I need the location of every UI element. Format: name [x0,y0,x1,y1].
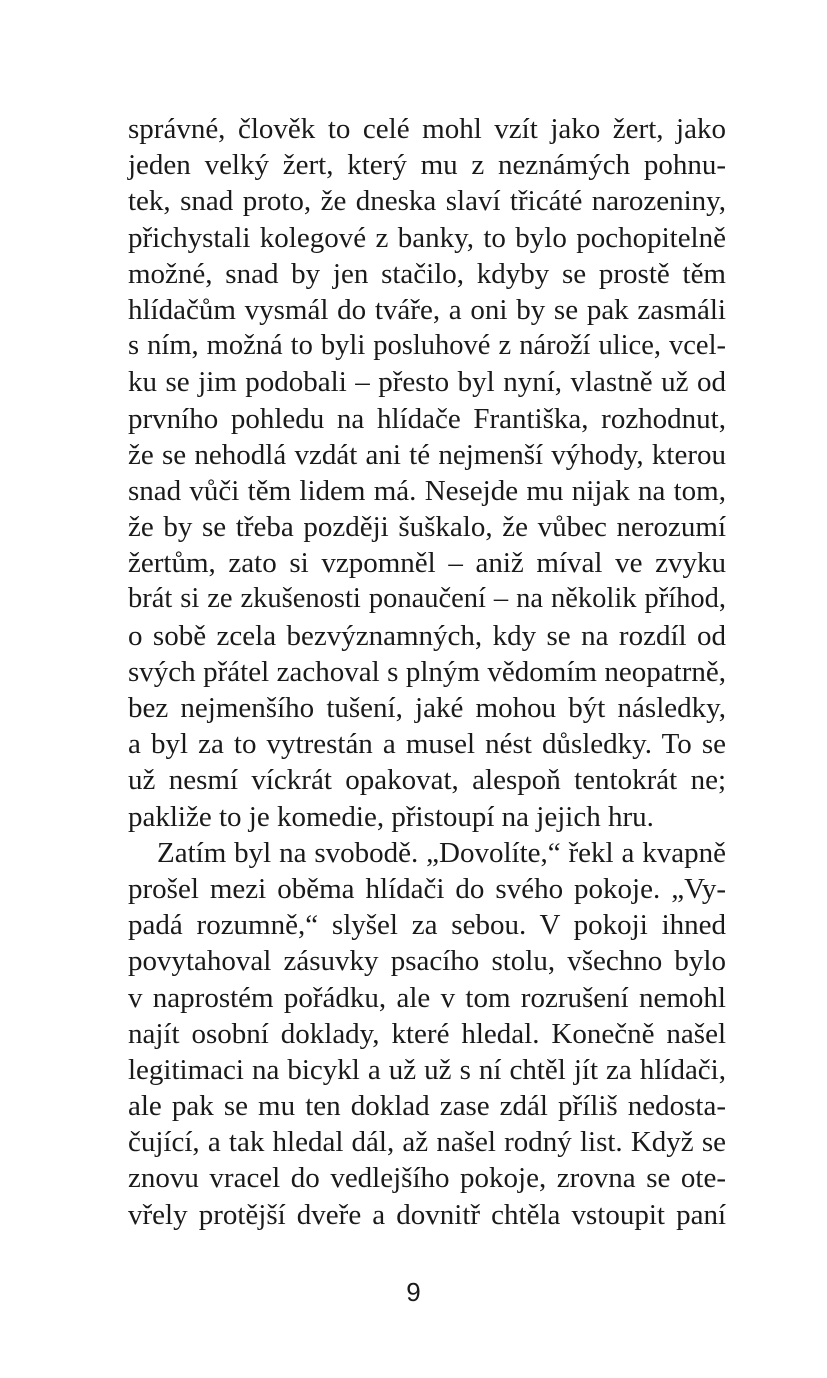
text-line: brát si ze zkušenosti ponaučení – na několik příhod, [128,583,726,615]
text-line: znovu vracel do vedlejšího pokoje, zrovna se ote- [128,1162,726,1195]
text-line: ale pak se mu ten doklad zase zdál příliš nedosta- [128,1090,726,1123]
text-line: že se nehodlá vzdát ani té nejmenší výhody, kterou [128,438,726,471]
text-line: už nesmí víckrát opakovat, alespoň tentokrát ne; [128,764,726,797]
page-number: 9 [406,1277,421,1307]
text-line: správné, člověk to celé mohl vzít jako žert, jako [128,113,726,145]
text-line: tek, snad proto, že dneska slaví třicáté narozeniny, [128,185,726,218]
text-line: snad vůči těm lidem má. Nesejde mu nijak na tom, [128,474,726,507]
paragraph-1 [128,111,726,835]
text-line: v naprostém pořádku, ale v tom rozrušení nemohl [128,981,726,1014]
text-line: čující, a tak hledal dál, až našel rodný list. Když se [128,1126,726,1159]
body-text [128,111,726,1233]
text-line: o sobě zcela bezvýznamných, kdy se na rozdíl od [128,619,726,652]
text-line: bez nejmenšího tušení, jaké mohou být následky, [128,692,726,724]
text-line: Zatím byl na svobodě. „Dovolíte,“ řekl a kvapně [157,836,726,869]
text-line: ku se jim podobali – přesto byl nyní, vlastně už od [128,366,726,399]
text-line: vřely protější dveře a dovnitř chtěla vstoupit paní [128,1198,726,1231]
text-line: hlídačům vysmál do tváře, a oni by se pak zasmáli [128,293,726,326]
text-line: svých přátel zachoval s plným vědomím neopatrně, [128,655,726,688]
text-line: legitimaci na bicykl a už už s ní chtěl jít za hlídači, [128,1053,726,1086]
text-line: prvního pohledu na hlídače Františka, rozhodnut, [128,402,726,435]
text-line: že by se třeba později šuškalo, že vůbec nerozumí [128,511,726,544]
text-line: najít osobní doklady, které hledal. Konečně našel [128,1017,726,1050]
paragraph-2 [128,835,726,1233]
text-line: a byl za to vytrestán a musel nést důsledky. To se [128,728,726,761]
text-line: padá rozumně,“ slyšel za sebou. V pokoji ihned [128,909,726,942]
text-line: přichystali kolegové z banky, to bylo pochopitelně [128,221,726,254]
text-line: pakliže to je komedie, přistoupí na jejich hru. [128,800,654,833]
text-line: žertům, zato si vzpomněl – aniž míval ve zvyku [128,547,726,580]
text-line: jeden velký žert, který mu z neznámých pohnu- [128,149,726,182]
text-line: povytahoval zásuvky psacího stolu, všechno bylo [128,945,726,978]
text-line: s ním, možná to byli posluhové z nároží ulice, vcel- [128,330,726,362]
text-line: možné, snad by jen stačilo, kdyby se prostě těm [128,257,726,290]
text-line: prošel mezi oběma hlídači do svého pokoje. „Vy- [128,872,726,905]
